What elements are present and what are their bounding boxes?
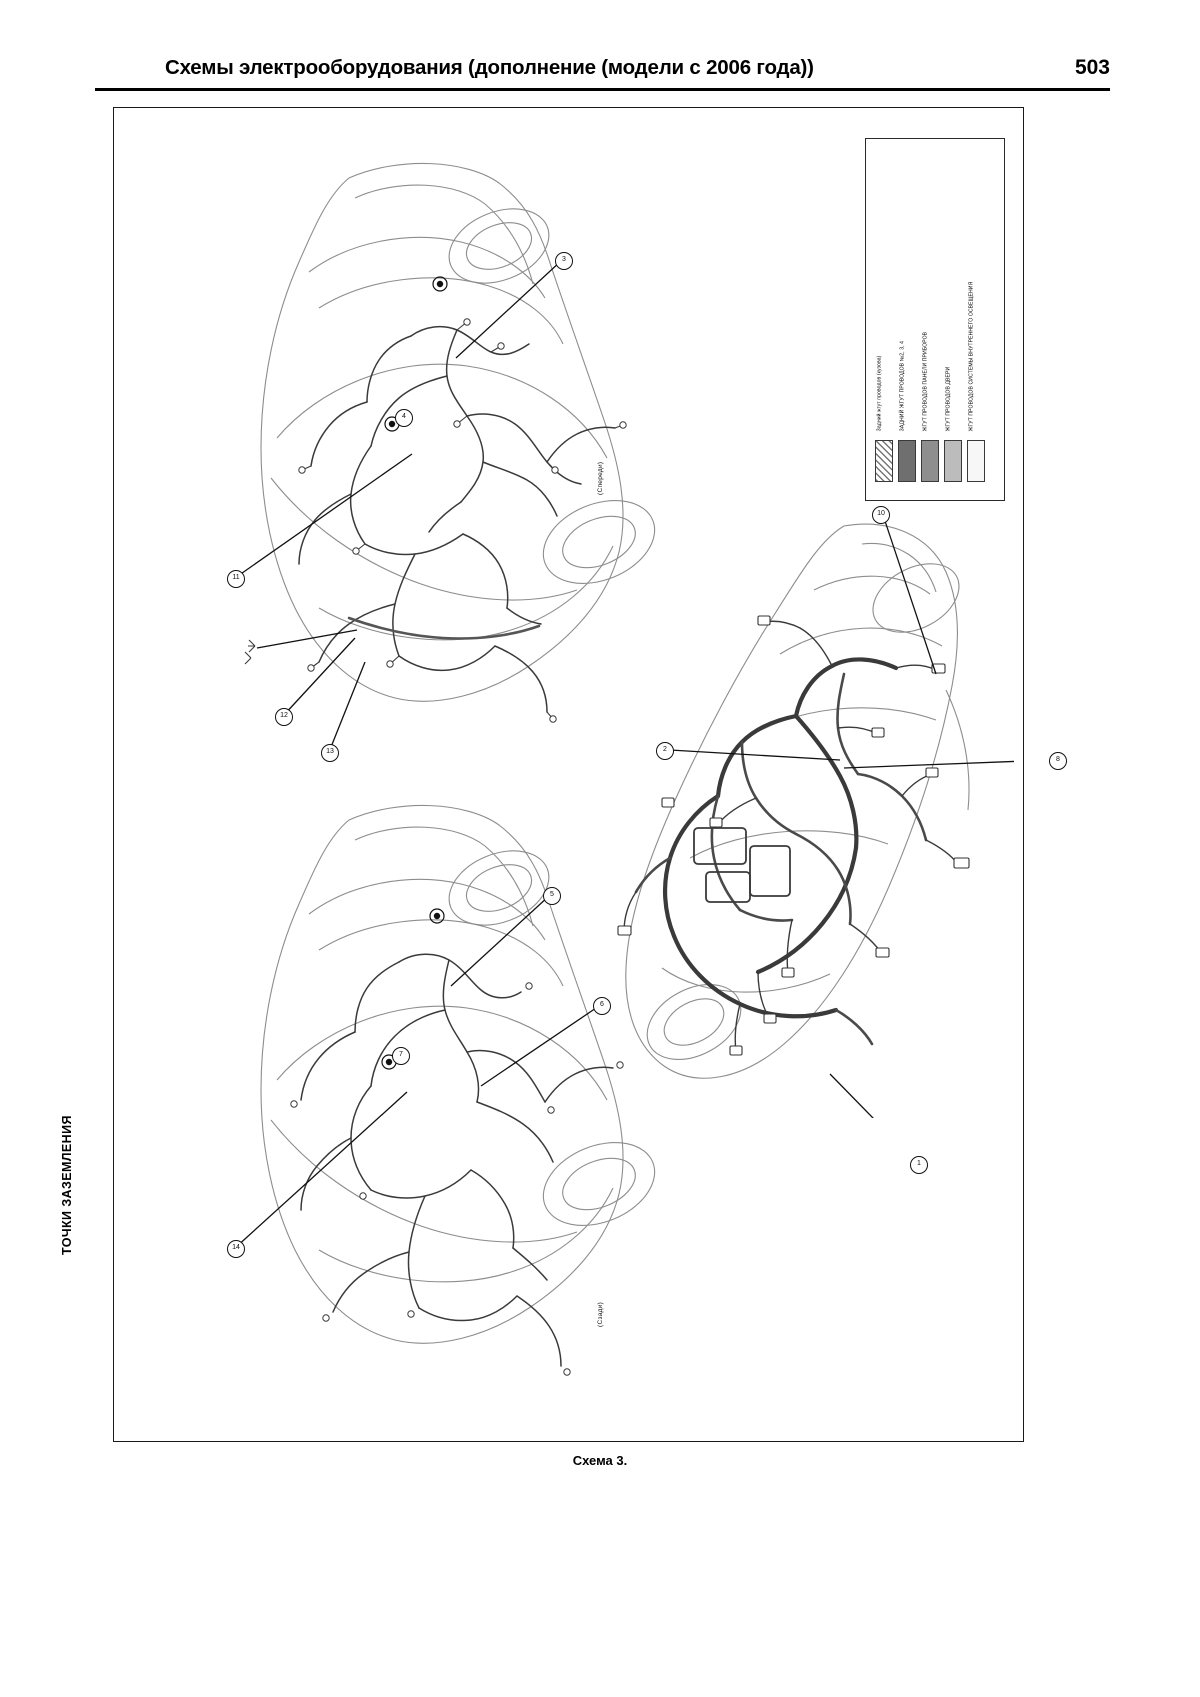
callout-top-3: 3	[555, 252, 573, 270]
callout-right-10: 10	[872, 506, 890, 524]
legend-label-1: ЗАДНИЙ ЖГУТ ПРОВОДОВ №2, 3, 4	[899, 340, 906, 431]
legend-swatch-1	[898, 440, 916, 482]
callout-right-8: 8	[1049, 752, 1067, 770]
page-number: 503	[1074, 56, 1110, 79]
callout-right-1: 1	[910, 1156, 928, 1174]
legend-swatch-3	[944, 440, 962, 482]
callout-top-13: 13	[321, 744, 339, 762]
callout-top-12: 12	[275, 708, 293, 726]
callout-bottom-14: 14	[227, 1240, 245, 1258]
legend-swatch-4	[967, 440, 985, 482]
legend-label-4: ЖГУТ ПРОВОДОВ СИСТЕМЫ ВНУТРЕННЕГО ОСВЕЩЕНИЯ	[968, 281, 975, 431]
callout-bottom-7: 7	[392, 1047, 410, 1065]
legend-labels	[866, 139, 1006, 439]
callout-bottom-6: 6	[593, 997, 611, 1015]
callout-bottom-5: 5	[543, 887, 561, 905]
header-divider	[95, 88, 1110, 91]
legend-swatches	[875, 440, 985, 482]
legend-swatch-0	[875, 440, 893, 482]
legend-box	[865, 138, 1005, 501]
legend-label-0: Задний жгут проводов (кузова)	[876, 355, 883, 431]
legend-swatch-2	[921, 440, 939, 482]
right-interior-view	[544, 498, 1060, 1167]
page-header	[95, 56, 1110, 80]
legend-label-2: ЖГУТ ПРОВОДОВ ПАНЕЛИ ПРИБОРОВ	[922, 331, 929, 431]
page-title: Схемы электрооборудования (дополнение (модели с 2006 года))	[165, 56, 814, 79]
callout-top-11: 11	[227, 570, 245, 588]
legend-label-3: ЖГУТ ПРОВОДОВ ДВЕРИ	[945, 366, 952, 431]
diagram-frame	[113, 107, 1060, 1442]
figure-caption: Схема 3.	[572, 1453, 628, 1468]
section-caption: ТОЧКИ ЗАЗЕМЛЕНИЯ	[60, 1115, 74, 1255]
callout-right-2: 2	[656, 742, 674, 760]
bottom-rear-view-label: (Сзади)	[597, 1301, 604, 1327]
callout-top-4: 4	[395, 409, 413, 427]
top-front-view-label: (Спереди)	[597, 461, 604, 495]
